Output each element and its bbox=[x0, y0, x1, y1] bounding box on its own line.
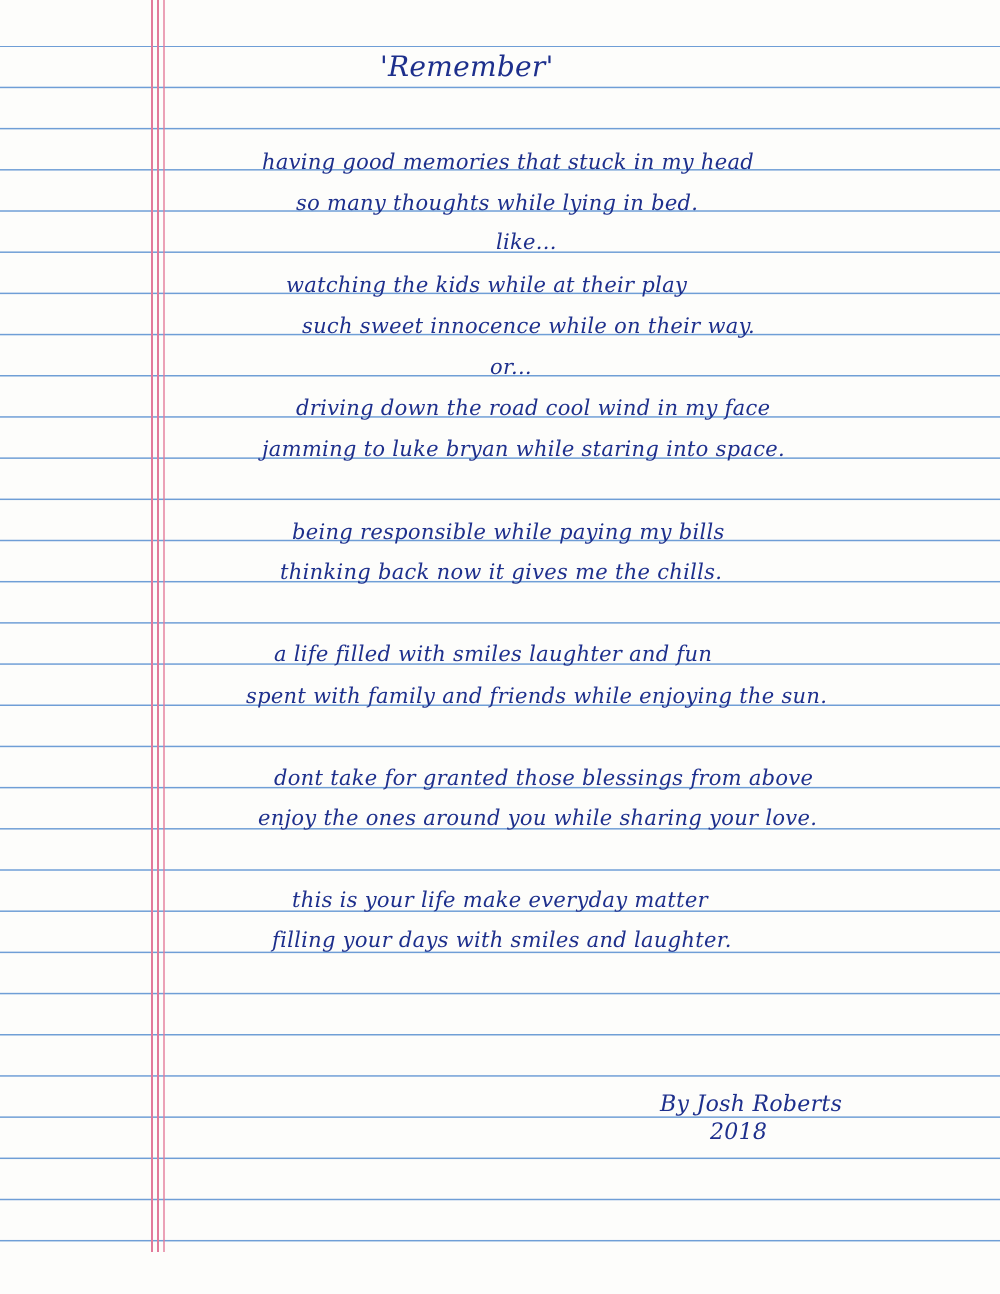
poem-line: such sweet innocence while on their way. bbox=[302, 314, 755, 338]
poem-line: or... bbox=[490, 355, 532, 379]
poem-title: 'Remember' bbox=[380, 50, 554, 83]
poem-line: jamming to luke bryan while staring into space. bbox=[262, 437, 785, 461]
poem-line: watching the kids while at their play bbox=[286, 273, 688, 297]
poem-line: thinking back now it gives me the chills. bbox=[280, 560, 723, 584]
poem-line: spent with family and friends while enjoying the sun. bbox=[246, 684, 828, 708]
poem-line: this is your life make everyday matter bbox=[292, 888, 708, 912]
page-bottom-margin bbox=[0, 1250, 1000, 1294]
poem-line: having good memories that stuck in my head bbox=[262, 150, 755, 174]
poem-line: filling your days with smiles and laughter. bbox=[272, 928, 732, 952]
poem-line: so many thoughts while lying in bed. bbox=[296, 191, 699, 215]
signature-year: 2018 bbox=[710, 1120, 768, 1145]
poem-line: like... bbox=[496, 230, 557, 254]
poem-line: a life filled with smiles laughter and fun bbox=[274, 642, 713, 666]
margin-rule bbox=[157, 0, 159, 1252]
margin-rule bbox=[163, 0, 165, 1252]
poem-line: dont take for granted those blessings from above bbox=[274, 766, 814, 790]
page-top-margin bbox=[0, 0, 1000, 46]
margin-rule bbox=[151, 0, 153, 1252]
poem-line: being responsible while paying my bills bbox=[292, 520, 725, 544]
poem-line: driving down the road cool wind in my face bbox=[296, 396, 771, 420]
poem-line: enjoy the ones around you while sharing your love. bbox=[258, 806, 818, 830]
author-signature: By Josh Roberts bbox=[660, 1092, 843, 1117]
